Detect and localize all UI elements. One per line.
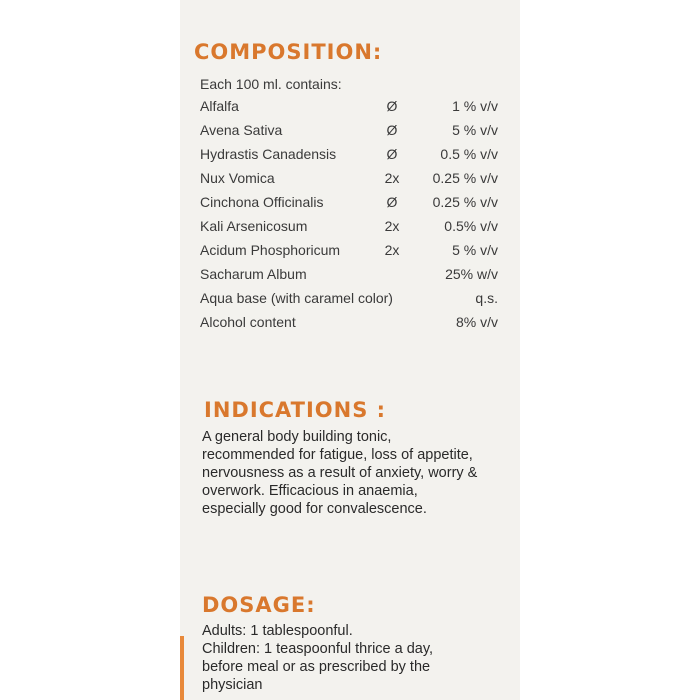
composition-row (200, 218, 510, 242)
ingredient-name: Nux Vomica (200, 170, 275, 186)
ingredient-quantity: 0.5% v/v (444, 218, 498, 234)
ingredient-potency: Ø (386, 98, 398, 114)
ingredient-name: Cinchona Officinalis (200, 194, 324, 210)
ingredient-quantity: 8% v/v (455, 314, 498, 330)
ingredient-name: Kali Arsenicosum (200, 218, 308, 234)
ingredient-quantity: 5 % v/v (452, 122, 498, 138)
dosage-line: before meal or as prescribed by the (202, 659, 431, 675)
dosage-heading: DOSAGE: (202, 593, 316, 617)
ingredient-name: Acidum Phosphoricum (200, 242, 341, 258)
ingredient-quantity: 25% w/v (445, 266, 498, 282)
ingredient-potency: 2x (384, 242, 400, 258)
composition-row (200, 266, 510, 290)
ingredient-quantity: 5 % v/v (452, 242, 498, 258)
composition-row (200, 314, 510, 338)
composition-row (200, 146, 510, 170)
indications-line: overwork. Efficacious in anaemia, (202, 483, 418, 499)
ingredient-quantity: 0.5 % v/v (440, 146, 498, 162)
ingredient-potency: Ø (386, 122, 398, 138)
ingredient-name: Aqua base (with caramel color) (200, 290, 393, 306)
ingredient-potency: Ø (386, 194, 398, 210)
indications-line: nervousness as a result of anxiety, worry & (202, 465, 478, 481)
composition-row (200, 242, 510, 266)
indications-line: A general body building tonic, (202, 429, 392, 445)
ingredient-name: Alfalfa (200, 98, 239, 114)
ingredient-potency: 2x (384, 218, 400, 234)
dosage-line: Adults: 1 tablespoonful. (202, 623, 353, 639)
composition-table (200, 98, 510, 338)
composition-row (200, 290, 510, 314)
orange-edge-stripe (180, 636, 184, 700)
ingredient-name: Avena Sativa (200, 122, 283, 138)
dosage-text (202, 622, 433, 694)
composition-heading: COMPOSITION: (194, 40, 383, 64)
ingredient-potency: Ø (386, 146, 398, 162)
ingredient-quantity: 1 % v/v (452, 98, 498, 114)
indications-text (202, 428, 477, 518)
dosage-line: physician (202, 677, 263, 693)
composition-intro: Each 100 ml. contains: (200, 76, 342, 92)
ingredient-quantity: q.s. (475, 290, 498, 306)
dosage-line: Children: 1 teaspoonful thrice a day, (202, 641, 434, 657)
indications-heading: INDICATIONS : (204, 398, 387, 422)
ingredient-name: Hydrastis Canadensis (200, 146, 337, 162)
ingredient-quantity: 0.25 % v/v (432, 194, 498, 210)
composition-row (200, 98, 510, 122)
composition-row (200, 122, 510, 146)
indications-line: especially good for convalescence. (202, 501, 427, 517)
composition-row (200, 170, 510, 194)
ingredient-name: Sacharum Album (200, 266, 307, 282)
ingredient-potency: 2x (384, 170, 400, 186)
composition-row (200, 194, 510, 218)
indications-line: recommended for fatigue, loss of appetite, (202, 447, 473, 463)
ingredient-name: Alcohol content (200, 314, 296, 330)
ingredient-quantity: 0.25 % v/v (432, 170, 498, 186)
